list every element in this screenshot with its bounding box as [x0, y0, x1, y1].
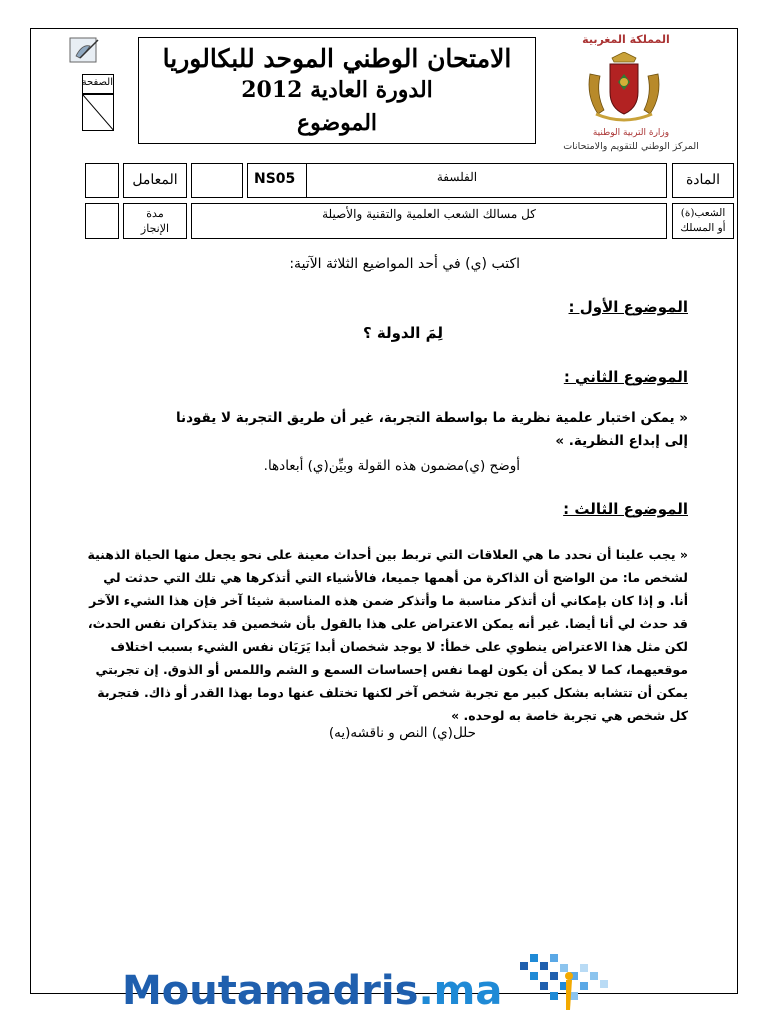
- exam-subject-heading: الموضوع: [296, 110, 378, 136]
- pen-icon: [68, 36, 102, 66]
- duration-label-2: الإنجاز: [140, 222, 170, 235]
- topic3-line: لشخص ما: من الواضح أن الذاكرة من أهمها جميعا، فالأشياء التي أتذكرها هي تلك التي حدثت لي: [103, 570, 688, 585]
- subject-label-box: [672, 163, 734, 198]
- topic2-heading: الموضوع الثاني :: [563, 368, 688, 386]
- topic3-line: موقعيهما، كما لا يمكن أن يكون لهما نفس إحساسات السمع و الشم واللمس أو الذوق. إن تجربتي: [95, 662, 688, 677]
- page-label-box: [82, 74, 114, 94]
- subject-label: المادة: [685, 172, 721, 188]
- topic1-question: لِمَ الدولة ؟: [362, 324, 443, 342]
- subject-code: NS05: [254, 171, 296, 187]
- exam-title-box: [138, 37, 536, 144]
- ministry-name: وزارة التربية الوطنية: [592, 128, 670, 138]
- exam-title: الامتحان الوطني الموحد للبكالوريا: [162, 44, 512, 73]
- duration-label-1: مدة: [146, 207, 164, 220]
- topic3-line: أنا. و إذا كان بإمكاني أن أتذكر مناسبة ما وأتذكر ضمن هذه المناسبة شيئا آخر فإن هذا الشيء الآخر: [89, 593, 688, 608]
- diagonal-line: [83, 95, 114, 131]
- evaluation-center-name: المركز الوطني للتقويم والامتحانات: [563, 141, 699, 152]
- topic2-task: أوضح (ي)مضمون هذه القولة وبيِّن(ي) أبعادها.: [263, 458, 520, 474]
- topic3-line: قد حدث لي أنا أيضا. غير أنه يمكن الاعتراض على هذا بالقول بأن شخصين قد يتذكران نفس الحدث،: [87, 616, 688, 631]
- streams-label-2: أو المسلك: [680, 222, 726, 234]
- moutamadris-logo[interactable]: [122, 968, 502, 1014]
- coefficient-label-box: [123, 163, 187, 198]
- topic3-heading: الموضوع الثالث :: [563, 500, 688, 518]
- topic2-quote-line2: إلى إبداع النظرية. »: [555, 433, 688, 449]
- topic1-heading: الموضوع الأول :: [568, 298, 688, 316]
- topic3-line: لكن مثل هذا الاعتراض ينطوي على خطأ: لا يوجد شخصان أبدا يَرَيَان نفس الشيء بسبب اختلاف: [110, 639, 688, 654]
- topic3-line: كل شخص هي تجربة خاصة به لوحده. »: [451, 708, 688, 723]
- streams-label-box: [672, 203, 734, 239]
- coat-of-arms-icon: [582, 52, 666, 124]
- coefficient-label: المعامل: [132, 172, 178, 188]
- topic3-task: حلل(ي) النص و ناقشه(يه): [328, 725, 476, 741]
- topic3-line: « يجب علينا أن نحدد ما هي العلاقات التي تربط بين أحداث معينة على نحو يجعل منها الحياة الذهنية: [87, 547, 688, 562]
- logo-pixel-graphic-icon: [510, 950, 640, 1020]
- instructions: اكتب (ي) في أحد المواضيع الثلاثة الآتية:: [289, 256, 520, 272]
- kingdom-name: المملكة المغربية: [582, 33, 670, 46]
- coefficient-value-box: [85, 163, 119, 198]
- exam-session: الدورة العادية 2012: [241, 77, 433, 103]
- logo-tld-text: .ma: [418, 968, 503, 1014]
- topic3-line: يمكن أن تتشابه بشكل كبير مع تجربة شخص آخر لكنها تختلف عنها دوما بهذا القدر أو ذاك. فتجربة: [97, 685, 688, 700]
- duration-label-box: [123, 203, 187, 239]
- page-label: الصفحة: [81, 77, 113, 88]
- duration-value-box: [85, 203, 119, 239]
- streams-label-1: الشعب(ة): [680, 207, 726, 219]
- subject-value: الفلسفة: [436, 170, 478, 184]
- page-number-box: [82, 94, 114, 131]
- logo-main-text: Moutamadris: [122, 968, 419, 1014]
- subject-value-box: [247, 163, 667, 198]
- streams-value: كل مسالك الشعب العلمية والتقنية والأصيلة: [322, 207, 536, 221]
- streams-value-box: [191, 203, 667, 239]
- topic2-quote-line1: « يمكن اختبار علمية نظرية ما بواسطة التجربة، غير أن طريق التجربة لا يقودنا: [175, 410, 688, 426]
- empty-box: [191, 163, 243, 198]
